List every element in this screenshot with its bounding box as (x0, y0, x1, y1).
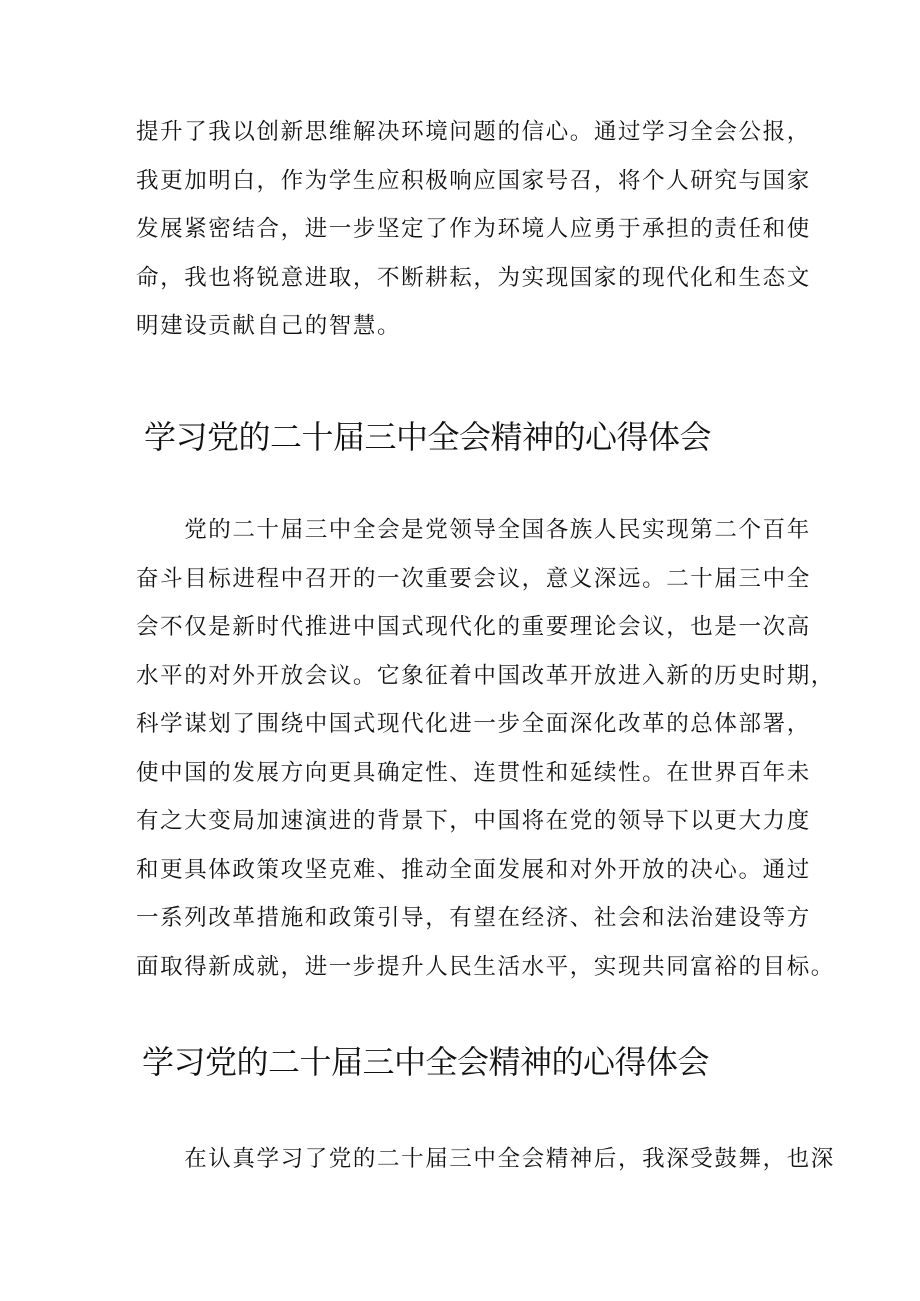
paragraph-2-line: 和更具体政策攻坚克难、推动全面发展和对外开放的决心。通过 (136, 856, 811, 883)
paragraph-2-line: 面取得新成就，进一步提升人民生活水平，实现共同富裕的目标。 (136, 953, 835, 980)
paragraph-1-line: 我更加明白，作为学生应积极响应国家号召，将个人研究与国家 (136, 167, 811, 194)
paragraph-1-line: 发展紧密结合，进一步坚定了作为环境人应勇于承担的责任和使 (136, 216, 811, 242)
paragraph-1-line: 明建设贡献自己的智慧。 (136, 313, 402, 339)
paragraph-2-line: 使中国的发展方向更具确定性、连贯性和延续性。在世界百年未 (136, 759, 811, 786)
paragraph-2-line: 党的二十届三中全会是党领导全国各族人民实现第二个百年 (136, 517, 811, 543)
paragraph-2-line: 会不仅是新时代推进中国式现代化的重要理论会议，也是一次高 (136, 614, 811, 640)
paragraph-3 (136, 1135, 835, 1184)
paragraph-2-line: 奋斗目标进程中召开的一次重要会议，意义深远。二十届三中全 (136, 565, 811, 592)
paragraph-1 (136, 108, 811, 351)
section-heading-1: 学习党的二十届三中全会精神的心得体会 (144, 418, 712, 456)
paragraph-3-line: 在认真学习了党的二十届三中全会精神后，我深受鼓舞，也深 (136, 1146, 835, 1172)
section-heading-2: 学习党的二十届三中全会精神的心得体会 (142, 1043, 710, 1081)
paragraph-2-line: 科学谋划了围绕中国式现代化进一步全面深化改革的总体部署， (136, 711, 811, 737)
paragraph-2-line: 一系列改革措施和政策引导，有望在经济、社会和法治建设等方 (136, 905, 811, 931)
paragraph-1-line: 命，我也将锐意进取，不断耕耘，为实现国家的现代化和生态文 (136, 264, 811, 291)
paragraph-2 (136, 506, 835, 991)
paragraph-2-line: 有之大变局加速演进的背景下，中国将在党的领导下以更大力度 (136, 808, 811, 834)
paragraph-2-line: 水平的对外开放会议。它象征着中国改革开放进入新的历史时期， (136, 662, 835, 689)
paragraph-1-line: 提升了我以创新思维解决环境问题的信心。通过学习全会公报， (136, 119, 811, 145)
